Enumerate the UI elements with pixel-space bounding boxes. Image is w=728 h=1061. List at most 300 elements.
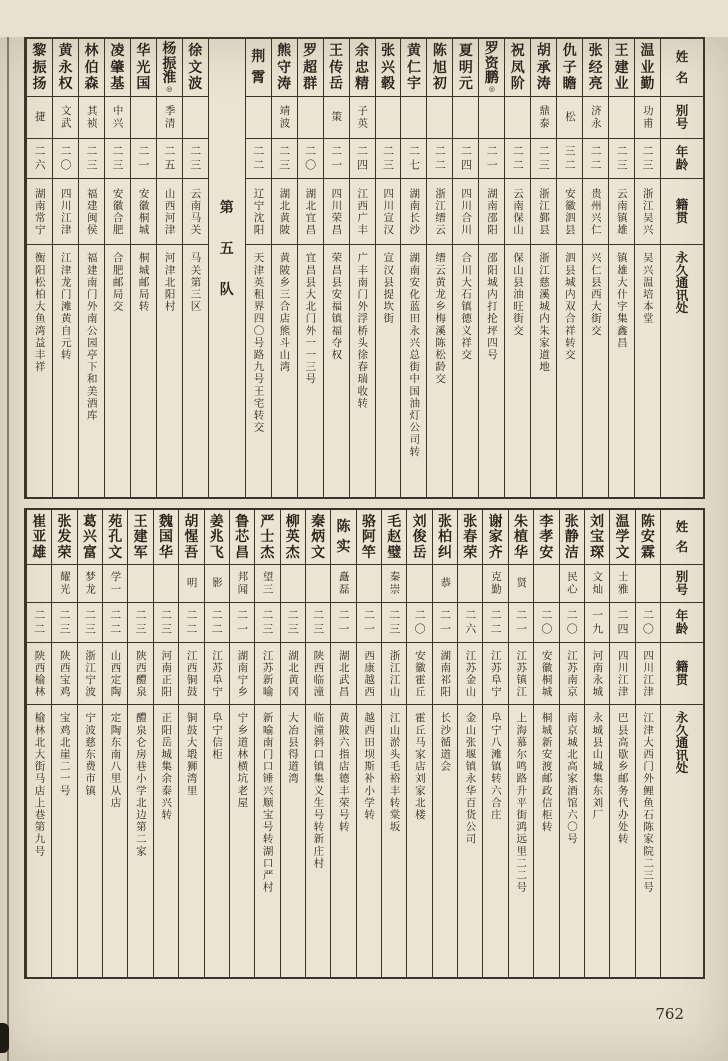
- glyph: 姓: [675, 518, 689, 534]
- address-cell: [636, 705, 660, 977]
- alt-name-cell: [281, 565, 305, 603]
- alt-name-cell: [560, 565, 584, 603]
- glyph: 处: [675, 760, 689, 775]
- age-cell-text: 二〇: [565, 608, 579, 637]
- native-place-cell: [583, 179, 608, 245]
- address-cell-text: 马关第三区: [189, 252, 202, 313]
- glyph: 刘: [412, 513, 427, 530]
- native-place-cell-text: 江苏新喻: [261, 649, 274, 698]
- name-cell: [401, 39, 426, 97]
- age-cell: [324, 139, 349, 179]
- scanned-directory-page: [0, 37, 728, 1061]
- native-place-cell: [560, 643, 584, 705]
- name-cell: [407, 510, 431, 565]
- age-cell-text: 二六: [463, 608, 477, 637]
- person-column: [26, 510, 51, 977]
- alt-name-cell-text: 鼎泰: [537, 105, 550, 130]
- age-cell-text: 二〇: [641, 608, 655, 637]
- age-cell: [230, 603, 254, 643]
- person-column: [432, 510, 457, 977]
- person-column: [78, 39, 104, 497]
- native-place-cell: [609, 179, 634, 245]
- age-cell: [483, 603, 507, 643]
- age-cell: [609, 139, 634, 179]
- glyph: 文: [188, 59, 203, 76]
- native-place-cell-text: 贵州兴仁: [589, 187, 602, 236]
- address-cell-text: 宁波慈东费市镇: [84, 712, 97, 797]
- glyph: 名: [675, 69, 689, 85]
- glyph: 姓: [675, 48, 689, 64]
- address-cell-text: 宁乡道林横坑老屋: [236, 712, 249, 809]
- scan-ink-blob: [0, 1023, 9, 1053]
- alt-name-cell: [557, 97, 582, 139]
- alt-name-cell: [534, 565, 558, 603]
- glyph: 瞻: [562, 75, 577, 92]
- person-column: [178, 510, 203, 977]
- name-cell: [534, 510, 558, 565]
- alt-name-cell-text: 文灿: [591, 571, 604, 596]
- glyph: 别: [675, 569, 689, 584]
- alt-name-cell-text: 秦崇: [388, 571, 401, 596]
- glyph: 基: [110, 75, 125, 92]
- age-cell-text: 二三: [286, 608, 300, 637]
- address-cell-text: 广丰南门外浮桥头徐春瑞收转: [356, 252, 369, 410]
- age-cell-text: 二三: [188, 144, 202, 173]
- glyph: 张: [57, 513, 72, 530]
- glyph: 植: [514, 529, 529, 545]
- glyph: 籍: [675, 659, 689, 674]
- glyph: 实: [336, 539, 351, 556]
- name-cell: [609, 39, 634, 97]
- person-column: [204, 510, 229, 977]
- person-column: [104, 39, 130, 497]
- person-column: [478, 39, 504, 497]
- address-cell-text: 宣汉县提坎街: [382, 252, 395, 325]
- team-label: [209, 39, 245, 497]
- person-column: [127, 510, 152, 977]
- glyph: 华: [158, 544, 173, 561]
- glyph: 罗: [484, 41, 499, 58]
- age-cell-text: 二三: [387, 608, 401, 637]
- glyph: 温: [640, 43, 655, 60]
- glyph: 第: [219, 200, 234, 216]
- native-place-cell-text: 山西河津: [163, 187, 176, 236]
- alt-name-cell: [583, 97, 608, 139]
- alt-name-cell: [382, 565, 406, 603]
- glyph: 齐: [488, 544, 503, 561]
- age-cell-text: 二三: [134, 608, 148, 637]
- glyph: 永: [58, 59, 73, 76]
- glyph: 涛: [277, 75, 292, 92]
- native-place-cell-text: 湖南长沙: [408, 187, 421, 236]
- glyph: 国: [136, 75, 151, 92]
- glyph: 骆: [361, 513, 376, 530]
- name-cell: [585, 510, 609, 565]
- native-place-cell: [534, 643, 558, 705]
- glyph: 涛: [536, 75, 551, 92]
- glyph: 忠: [355, 59, 370, 76]
- native-place-cell: [531, 179, 556, 245]
- person-column: [609, 510, 634, 977]
- header-age: [661, 139, 703, 179]
- address-cell-text: 桐城邮局转: [137, 252, 150, 313]
- age-cell: [131, 139, 156, 179]
- alt-name-cell-text: 士雅: [616, 571, 629, 596]
- glyph: 洁: [564, 544, 579, 561]
- alt-name-cell: [407, 565, 431, 603]
- age-cell-text: 二三: [311, 608, 325, 637]
- alt-name-cell-text: 耀光: [58, 571, 71, 596]
- name-cell: [331, 510, 355, 565]
- name-cell: [531, 39, 556, 97]
- glyph: 竿: [361, 544, 376, 561]
- glyph: 杨: [162, 41, 177, 58]
- age-cell: [78, 603, 102, 643]
- native-place-cell: [509, 643, 533, 705]
- age-cell-text: 二二: [108, 608, 122, 637]
- address-cell: [534, 705, 558, 977]
- address-cell-text: 镇雄大什字集鑫昌: [615, 252, 628, 349]
- address-cell: [376, 245, 401, 497]
- native-place-cell-text: 江苏南京: [565, 649, 578, 698]
- alt-name-cell: [157, 97, 182, 139]
- glyph: 凌: [110, 43, 125, 60]
- address-cell: [230, 705, 254, 977]
- person-column: [130, 39, 156, 497]
- alt-name-cell: [154, 565, 178, 603]
- glyph: 军: [133, 544, 148, 561]
- glyph: 扬: [32, 75, 47, 92]
- address-cell-text: 江山淤头毛裕丰转棠坂: [388, 712, 401, 833]
- glyph: 光: [136, 59, 151, 76]
- glyph: 振: [32, 59, 47, 76]
- native-place-cell-text: 江苏金山: [464, 649, 477, 698]
- native-place-cell: [427, 179, 452, 245]
- alt-name-cell: [78, 565, 102, 603]
- glyph: 士: [260, 529, 275, 545]
- age-cell: [128, 603, 152, 643]
- native-place-cell: [458, 643, 482, 705]
- native-place-cell-text: 湖南邵阳: [486, 187, 499, 236]
- page-number: 762: [655, 1005, 684, 1023]
- glyph: 张: [437, 513, 452, 530]
- glyph: 华: [136, 43, 151, 60]
- native-place-cell-text: 浙江吴兴: [641, 187, 654, 236]
- person-column: [406, 510, 431, 977]
- glyph: 仇: [562, 43, 577, 60]
- age-cell: [531, 139, 556, 179]
- alt-name-cell-text: 邦闻: [236, 571, 249, 596]
- alt-name-cell-text: 望三: [261, 571, 274, 596]
- glyph: 凤: [510, 59, 525, 76]
- native-place-cell: [128, 643, 152, 705]
- glyph: 杰: [260, 544, 275, 561]
- person-column: [102, 510, 127, 977]
- glyph: 阿: [361, 529, 376, 545]
- age-cell: [272, 139, 297, 179]
- glyph: 名: [675, 538, 689, 554]
- glyph: 旭: [432, 59, 447, 76]
- glyph: 队: [219, 282, 234, 298]
- age-cell: [27, 603, 51, 643]
- glyph: 文: [311, 544, 326, 561]
- person-column: [452, 39, 478, 497]
- glyph: 别: [675, 103, 689, 118]
- address-cell: [635, 245, 660, 497]
- address-cell-text: 霍丘马家店刘家北楼: [413, 712, 426, 821]
- native-place-cell-text: 四川江津: [642, 649, 655, 698]
- address-cell: [205, 705, 229, 977]
- scan-gutter-line: [7, 37, 9, 1061]
- age-cell: [179, 603, 203, 643]
- native-place-cell-text: 江西铜鼓: [185, 649, 198, 698]
- person-column: [482, 510, 507, 977]
- name-cell: [610, 510, 634, 565]
- alt-name-cell: [585, 565, 609, 603]
- age-cell-text: 二三: [537, 144, 551, 173]
- alt-name-cell-text: 松: [563, 111, 576, 124]
- glyph: 权: [58, 75, 73, 92]
- glyph: 柳: [285, 513, 300, 530]
- glyph: 黄: [406, 43, 421, 60]
- glyph: 张: [564, 513, 579, 530]
- glyph: 孝: [539, 529, 554, 545]
- native-place-cell: [483, 643, 507, 705]
- age-cell-text: 二三: [58, 608, 72, 637]
- native-place-cell-text: 陕西临潼: [312, 649, 325, 698]
- person-column: [634, 39, 660, 497]
- native-place-cell: [27, 179, 52, 245]
- glyph: 纠: [437, 544, 452, 561]
- age-cell: [505, 139, 530, 179]
- glyph: 徐: [188, 43, 203, 60]
- glyph: 经: [588, 59, 603, 76]
- alt-name-cell-text: 季清: [163, 105, 176, 130]
- glyph: 刘: [590, 513, 605, 530]
- name-cell: [324, 39, 349, 97]
- native-place-cell: [382, 643, 406, 705]
- age-cell: [433, 603, 457, 643]
- footnote-mark: ◎: [488, 84, 495, 93]
- age-cell: [534, 603, 558, 643]
- glyph: 兴: [82, 529, 97, 545]
- native-place-cell-text: 浙江江山: [388, 649, 401, 698]
- age-cell: [585, 603, 609, 643]
- name-cell: [53, 39, 78, 97]
- age-cell-text: 二二: [184, 608, 198, 637]
- name-cell: [205, 510, 229, 565]
- address-cell-text: 衡阳松柏大鱼湾益丰祥: [33, 252, 46, 373]
- name-cell: [560, 510, 584, 565]
- alt-name-cell: [479, 97, 504, 139]
- address-cell-text: 铜鼓大塅狮湾里: [185, 712, 198, 797]
- glyph: 肇: [110, 59, 125, 76]
- glyph: 兴: [380, 59, 395, 76]
- glyph: 仁: [406, 59, 421, 76]
- native-place-cell: [179, 643, 203, 705]
- address-cell-text: 阜宁信柜: [210, 712, 223, 761]
- alt-name-cell: [272, 97, 297, 139]
- address-cell-text: 宜昌县大北门外一一三号: [304, 252, 317, 386]
- native-place-cell-text: 四川江津: [616, 649, 629, 698]
- alt-name-cell-text: 子英: [356, 105, 369, 130]
- name-cell: [458, 510, 482, 565]
- glyph: 春: [463, 529, 478, 545]
- person-column: [271, 39, 297, 497]
- address-cell-text: 大冶县得道湾: [287, 712, 300, 785]
- address-cell: [157, 245, 182, 497]
- glyph: 永: [675, 250, 689, 265]
- glyph: 霖: [640, 544, 655, 561]
- native-place-cell-text: 福建闽侯: [85, 187, 98, 236]
- address-cell: [105, 245, 130, 497]
- native-place-cell-text: 湖北黄陂: [278, 187, 291, 236]
- name-cell: [246, 39, 271, 97]
- glyph: 孔: [108, 529, 123, 545]
- age-cell: [157, 139, 182, 179]
- glyph: 阶: [510, 75, 525, 92]
- address-cell-text: 桐城新安渡邮政信柜转: [540, 712, 553, 833]
- glyph: 明: [458, 59, 473, 76]
- address-cell: [609, 245, 634, 497]
- glyph: 振: [162, 55, 177, 72]
- glyph: 富: [82, 544, 97, 561]
- native-place-cell: [585, 643, 609, 705]
- native-place-cell: [78, 643, 102, 705]
- native-place-cell-text: 四川宣汉: [382, 187, 395, 236]
- person-column: [375, 39, 401, 497]
- native-place-cell: [635, 179, 660, 245]
- glyph: 文: [615, 544, 630, 561]
- age-cell-text: 二三: [110, 144, 124, 173]
- native-place-cell: [230, 643, 254, 705]
- person-column: [635, 510, 660, 977]
- person-column: [51, 510, 76, 977]
- native-place-cell-text: 湖北黄冈: [287, 649, 300, 698]
- person-column: [330, 510, 355, 977]
- address-cell-text: 新喻南门口锤兴顺宝号转湖口严村: [261, 712, 274, 894]
- alt-name-cell: [205, 565, 229, 603]
- glyph: 业: [614, 75, 629, 92]
- alt-name-cell: [453, 97, 478, 139]
- native-place-cell-text: 西康越西: [363, 649, 376, 698]
- age-cell-text: 二二: [251, 144, 265, 173]
- native-place-cell-text: 安徽霍丘: [413, 649, 426, 698]
- glyph: 鹏: [484, 70, 499, 87]
- person-column: [323, 39, 349, 497]
- native-place-cell: [357, 643, 381, 705]
- glyph: 宇: [406, 75, 421, 92]
- address-cell: [350, 245, 375, 497]
- person-column: [381, 510, 406, 977]
- name-cell: [376, 39, 401, 97]
- alt-name-cell: [357, 565, 381, 603]
- native-place-cell: [246, 179, 271, 245]
- name-cell: [272, 39, 297, 97]
- person-column: [77, 510, 102, 977]
- native-place-cell-text: 安徽泗县: [563, 187, 576, 236]
- age-cell-text: 二〇: [413, 608, 427, 637]
- alt-name-cell: [505, 97, 530, 139]
- glyph: 惺: [184, 529, 199, 545]
- address-cell: [331, 705, 355, 977]
- age-cell-text: 二一: [362, 608, 376, 637]
- glyph: 秦: [311, 513, 326, 530]
- header-alt_name: [661, 565, 703, 603]
- person-column: [254, 510, 279, 977]
- address-cell-text: 巴县高歇乡邮务代办处转: [616, 712, 629, 846]
- address-cell: [52, 705, 76, 977]
- glyph: 鲁: [235, 513, 250, 530]
- address-cell-text: 天津英租界四〇号路九号王宅转交: [252, 252, 265, 434]
- alt-name-cell-text: 矗磊: [337, 571, 350, 596]
- alt-name-cell: [331, 565, 355, 603]
- age-cell: [298, 139, 323, 179]
- header-address: [661, 245, 703, 497]
- address-cell-text: 南京城北高家酒馆六〇号: [565, 712, 578, 846]
- alt-name-cell: [531, 97, 556, 139]
- glyph: 崔: [32, 513, 47, 530]
- person-column: [182, 39, 208, 497]
- glyph: 谢: [488, 513, 503, 530]
- native-place-cell: [324, 179, 349, 245]
- age-cell: [53, 139, 78, 179]
- roster-table-bottom: [24, 508, 705, 979]
- age-cell-text: 二三: [641, 144, 655, 173]
- person-column: [559, 510, 584, 977]
- address-cell-text: 缙云黄龙乡梅溪陈松龄交: [434, 252, 447, 386]
- person-column: [153, 510, 178, 977]
- native-place-cell: [610, 643, 634, 705]
- glyph: 讯: [675, 747, 689, 763]
- age-cell-text: 三二: [563, 144, 577, 173]
- alt-name-cell: [306, 565, 330, 603]
- native-place-cell: [479, 179, 504, 245]
- glyph: 熊: [277, 43, 292, 60]
- glyph: 赵: [387, 529, 402, 545]
- name-cell: [635, 39, 660, 97]
- address-cell: [560, 705, 584, 977]
- address-cell-text: 正阳岳城集余泰兴转: [160, 712, 173, 821]
- alt-name-cell: [105, 97, 130, 139]
- glyph: 英: [285, 529, 300, 545]
- glyph: 飞: [209, 544, 224, 561]
- native-place-cell: [255, 643, 279, 705]
- native-place-cell-text: 陕西醴泉: [134, 649, 147, 698]
- age-cell: [509, 603, 533, 643]
- glyph: 胡: [184, 513, 199, 530]
- native-place-cell: [52, 643, 76, 705]
- glyph: 亮: [588, 75, 603, 92]
- age-cell: [382, 603, 406, 643]
- age-cell: [183, 139, 208, 179]
- age-cell-text: 二一: [514, 608, 528, 637]
- address-cell: [531, 245, 556, 497]
- header-name: [661, 510, 703, 565]
- native-place-cell: [407, 643, 431, 705]
- header-name: [661, 39, 703, 97]
- age-cell: [376, 139, 401, 179]
- glyph: 严: [260, 513, 275, 530]
- address-cell: [509, 705, 533, 977]
- alt-name-cell: [27, 97, 52, 139]
- glyph: 安: [640, 529, 655, 545]
- native-place-cell-text: 江苏镇江: [515, 649, 528, 698]
- age-cell: [331, 603, 355, 643]
- name-cell: [103, 510, 127, 565]
- address-cell: [557, 245, 582, 497]
- header-native_place: [661, 643, 703, 705]
